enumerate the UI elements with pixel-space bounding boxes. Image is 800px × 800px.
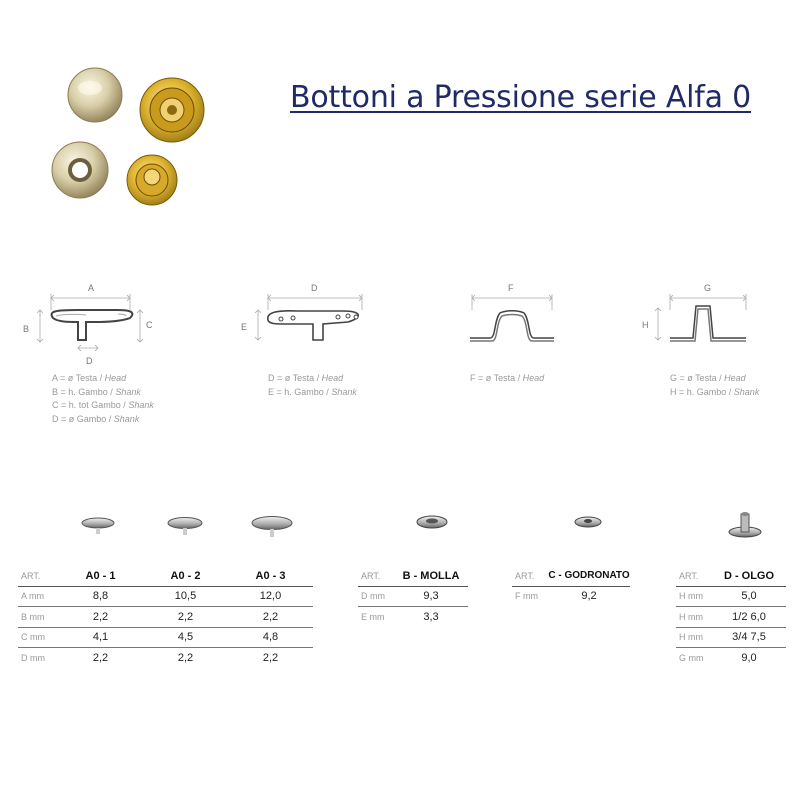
diagram-spring-profile [238, 280, 378, 360]
snap-cap-image [68, 68, 122, 122]
product-thumbnails [0, 500, 800, 550]
table-row [358, 607, 468, 627]
label-b: B [23, 324, 30, 334]
cell-text: = h. Gambo / [276, 386, 332, 397]
cell-text: E [268, 386, 275, 397]
cell-text: Shank [733, 386, 760, 397]
cell-text: B - MOLLA [394, 566, 468, 586]
cell-text: H mm [676, 607, 712, 628]
legend-row [52, 386, 154, 400]
table-d-olgo [676, 566, 786, 668]
cell-text: 2,2 [143, 607, 228, 628]
legend-row [670, 372, 759, 386]
cell-text: 8,8 [58, 586, 143, 607]
cell-text: = ø Testa / [679, 373, 725, 383]
table-row [512, 586, 630, 606]
legend-cap [52, 372, 154, 426]
cell-text: = ø Gambo / [61, 413, 114, 424]
legend-row [52, 372, 154, 386]
label-a: A [88, 283, 95, 293]
cell-text: Shank [128, 400, 154, 410]
diagram-knurled-profile [458, 280, 568, 350]
cell-text: 4,1 [58, 627, 143, 648]
cell-text: E mm [361, 611, 385, 622]
cell-text: 10,5 [143, 586, 228, 607]
cell-text: H mm [676, 586, 712, 607]
cell-text: 4,8 [228, 627, 313, 648]
cell-text: Head [321, 373, 344, 383]
thumb-b-molla [417, 516, 447, 528]
cell-text: A [52, 373, 58, 383]
cell-text: C mm [18, 627, 58, 648]
cell-text: 1/2 6,0 [712, 607, 786, 628]
label-d: D [86, 356, 93, 366]
table-row [18, 627, 313, 648]
cell-text: 2,2 [92, 651, 109, 664]
legend-row [470, 372, 544, 386]
label-h: H [642, 320, 649, 330]
table-c-godronato [512, 566, 630, 606]
legend-knurled [470, 372, 544, 386]
table-row [18, 648, 313, 668]
legend-eyelet [670, 372, 759, 399]
cell-text: 9,0 [741, 651, 757, 664]
legend-spring [268, 372, 357, 399]
cell-text: Shank [113, 413, 140, 424]
label-e: E [241, 322, 248, 332]
table-row [18, 586, 313, 607]
table-header-row [358, 566, 468, 586]
diagram-cap-profile [18, 280, 178, 370]
cell-text: C [52, 400, 59, 410]
cell-text: Head [104, 373, 127, 383]
cell-text: A mm [18, 586, 58, 607]
table-a0 [18, 566, 313, 668]
col-header: A0 - 3 [228, 566, 313, 586]
thumb-c-godronato [575, 517, 601, 527]
table-b-molla [358, 566, 468, 627]
cell-text: 5,0 [712, 586, 786, 607]
thumb-a0-2 [168, 518, 202, 536]
cell-text: Shank [115, 386, 141, 397]
cell-text: H mm [676, 627, 712, 648]
thumb-d-olgo [729, 512, 761, 537]
cell-text: ART. [358, 566, 394, 586]
art-label: ART. [18, 566, 58, 586]
cell-text: H [670, 386, 677, 397]
cell-text: 2,2 [58, 607, 143, 628]
cell-text: = ø Testa / [478, 373, 523, 383]
page-title: Bottoni a Pressione serie Alfa 0 [290, 80, 752, 115]
thumb-a0-3 [252, 517, 292, 538]
table-row [676, 648, 786, 668]
cell-text: 9,3 [394, 586, 468, 607]
cell-text: D - OLGO [712, 566, 786, 586]
legend-row [670, 386, 759, 400]
cell-text: D mm [21, 652, 45, 663]
table-header-row [512, 566, 630, 586]
cell-text: = ø Testa / [60, 373, 105, 383]
cell-text: 9,2 [581, 590, 597, 603]
cell-text: 3/4 7,5 [712, 627, 786, 648]
cell-text: D mm [358, 586, 394, 607]
cell-text: Head [522, 373, 545, 383]
cell-text: 3,3 [423, 610, 439, 623]
table-row [676, 627, 786, 648]
cell-text: 2,2 [177, 651, 194, 664]
table-header-row [18, 566, 313, 586]
cell-text: D [52, 413, 59, 424]
cell-text: = h. tot Gambo / [61, 400, 129, 410]
table-row [676, 586, 786, 607]
legend-row [268, 372, 357, 386]
cell-text: 2,2 [228, 607, 313, 628]
diagram-eyelet-profile [638, 280, 758, 350]
cell-text: C - GODRONATO [548, 566, 630, 586]
table-row [18, 607, 313, 628]
cell-text: ART. [676, 566, 712, 586]
table-row [676, 607, 786, 628]
thumb-a0-1 [82, 518, 114, 534]
cell-text: G [670, 373, 678, 383]
cell-text: = h. Gambo / [60, 386, 116, 397]
label-c: C [146, 320, 153, 330]
cell-text: F [470, 373, 476, 383]
label-f: F [508, 283, 514, 293]
cell-text: G mm [679, 652, 704, 663]
table-row [358, 586, 468, 607]
cell-text: 12,0 [228, 586, 313, 607]
cell-text: Head [724, 373, 746, 383]
cell-text: = h. Gambo / [679, 386, 734, 397]
col-header: A0 - 1 [58, 566, 143, 586]
legend-row [52, 413, 154, 427]
cell-text: F mm [515, 591, 538, 602]
table-header-row [676, 566, 786, 586]
col-header: A0 - 2 [143, 566, 228, 586]
product-photo [40, 60, 230, 220]
cell-text: 4,5 [143, 627, 228, 648]
cell-text: B [52, 386, 59, 397]
legend-row [52, 399, 154, 413]
cell-text: D [268, 373, 275, 383]
legend-row [268, 386, 357, 400]
label-d: D [311, 283, 318, 293]
cell-text: = ø Testa / [277, 373, 322, 383]
cell-text: 2,2 [262, 651, 279, 664]
label-g: G [704, 283, 712, 293]
cell-text: ART. [512, 566, 548, 586]
cell-text: B mm [18, 607, 58, 628]
cell-text: Shank [331, 386, 357, 397]
